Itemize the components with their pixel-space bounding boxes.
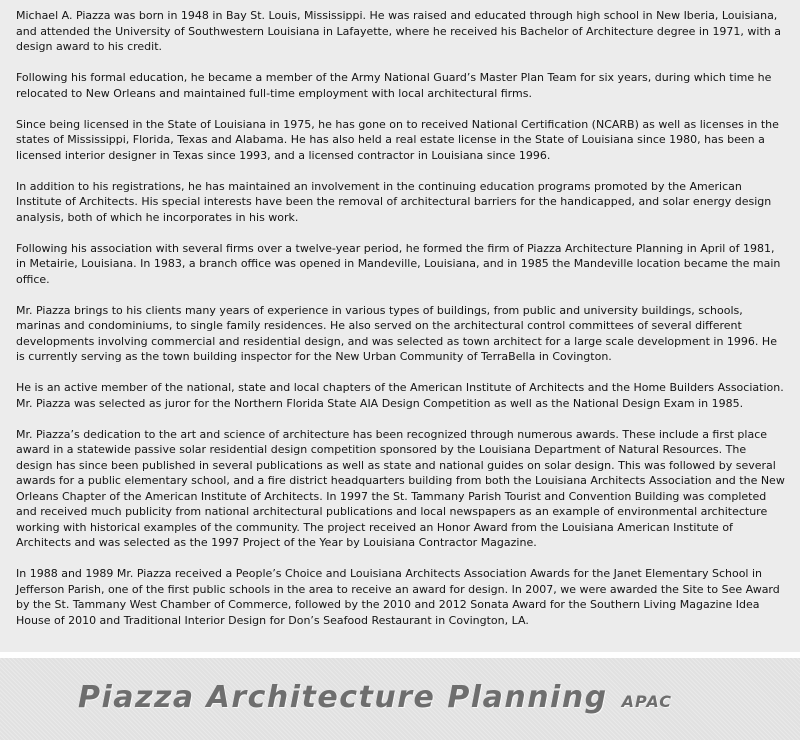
firm-name: Piazza Architecture Planning	[78, 680, 608, 715]
bio-paragraph-continuing-education: In addition to his registrations, he has maintained an involvement in the continuing education programs promoted by the American Institute of Architects. His special interests have been the removal of architectural barriers for the handicapped, and solar energy design analysis, both of which he incorporates in his work.	[16, 179, 772, 224]
bio-paragraph-awards: Mr. Piazza’s dedication to the art and science of architecture has been recognized through numerous awards. These include a first place award in a statewide passive solar residential design competition sponsored by the Louisiana Department of Natural Resources. The design has since been published in several publications as well as state and national guides on solar design. This was followed by several awards for a public elementary school, and a fire district headquarters building from both the Louisiana Architects Association and the New Orleans Chapter of the American Institute of Architects. In 1997 the St. Tammany Parish Tourist and Convention Building was completed and received much publicity from national architectural publications and local newspapers as an example of environmental architecture working with historical examples of the community. The project received an Honor Award from the Louisiana American Institute of Architects and was selected as the 1997 Project of the Year by Louisiana Contractor Magazine.	[16, 427, 785, 549]
bio-paragraph-early-life: Michael A. Piazza was born in 1948 in Bay St. Louis, Mississippi. He was raised and educated through high school in New Iberia, Louisiana, and attended the University of Southwestern Louisiana in Lafayette, where he received his Bachelor of Architecture degree in 1971, with a design award to his credit.	[16, 9, 781, 53]
firm-logo	[78, 680, 672, 715]
firm-abbreviation: APAC	[621, 692, 672, 711]
bio-paragraph-memberships: He is an active member of the national, state and local chapters of the American Institute of Architects and the Home Builders Association. Mr. Piazza was selected as juror for the Northern Florida State AIA Design Competition as well as the National Design Exam in 1985.	[16, 381, 784, 410]
bio-paragraph-recent-awards: In 1988 and 1989 Mr. Piazza received a People’s Choice and Louisiana Architects Association Awards for the Janet Elementary School in Jefferson Parish, one of the first public schools in the area to receive an award for design. In 2007, we were awarded the Site to See Award by the St. Tammany West Chamber of Commerce, followed by the 2010 and 2012 Sonata Award for the Southern Living Magazine Idea House of 2010 and Traditional Interior Design for Don’s Seafood Restaurant in Covington, LA.	[16, 567, 780, 627]
bio-paragraph-national-guard: Following his formal education, he became a member of the Army National Guard’s Master Plan Team for six years, during which time he relocated to New Orleans and maintained full-time employment with local architectural firms.	[16, 71, 772, 100]
bio-paragraph-experience: Mr. Piazza brings to his clients many years of experience in various types of buildings, from public and university buildings, schools, marinas and condominiums, to single family residences. He also served on the architectural control committees of several different developments involving commercial and residential design, and was selected as town architect for a large scale development in 1996. He is currently serving as the town building inspector for the New Urban Community of TerraBella in Covington.	[16, 303, 777, 363]
bio-paragraph-licenses: Since being licensed in the State of Louisiana in 1975, he has gone on to received National Certification (NCARB) as well as licenses in the states of Mississippi, Florida, Texas and Alabama. He has also held a real estate license in the State of Louisiana since 1980, has been a licensed interior designer in Texas since 1993, and a licensed contractor in Louisiana since 1996.	[16, 117, 779, 162]
footer-banner	[0, 658, 800, 740]
bio-paragraph-firm-founding: Following his association with several firms over a twelve-year period, he formed the firm of Piazza Architecture Planning in April of 1981, in Metairie, Louisiana. In 1983, a branch office was opened in Mandeville, Louisiana, and in 1985 the Mandeville location became the main office.	[16, 241, 781, 286]
